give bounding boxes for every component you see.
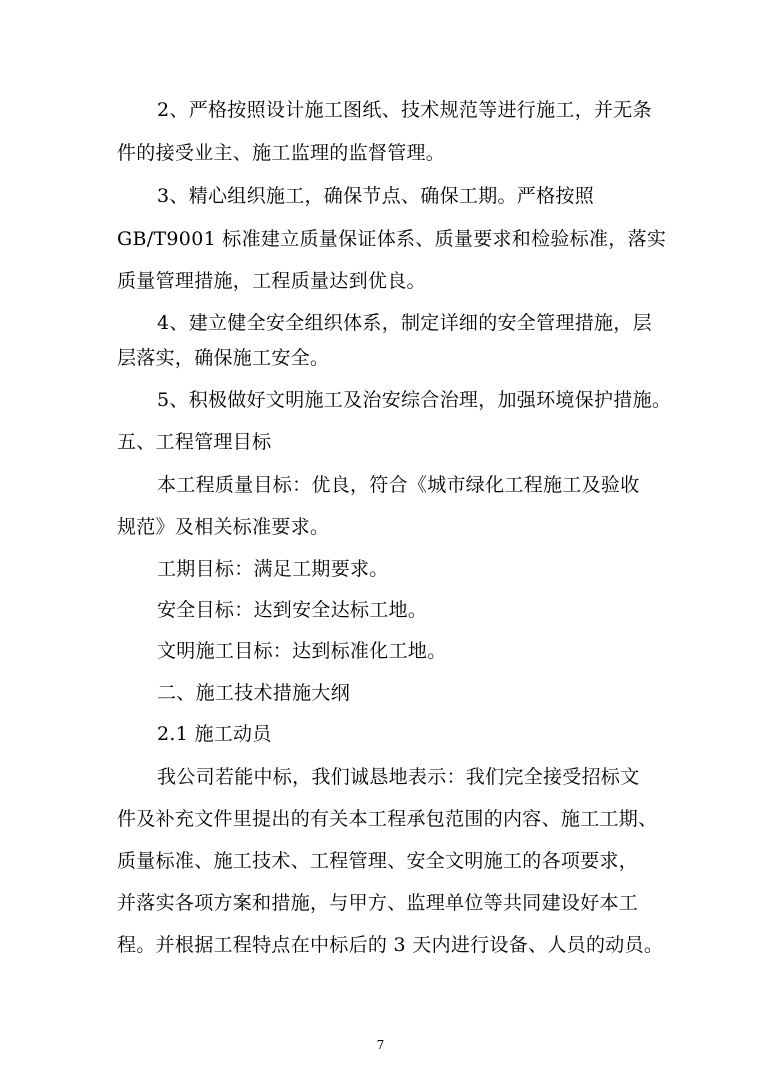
paragraph-line: 质量管理措施，工程质量达到优良。: [117, 270, 426, 292]
paragraph-line: 件及补充文件里提出的有关本工程承包范围的内容、施工工期、: [117, 808, 658, 830]
section-heading: 五、工程管理目标: [117, 431, 272, 453]
paragraph-line: 工期目标：满足工期要求。: [157, 558, 389, 580]
paragraph-line: 5、积极做好文明施工及治安综合治理，加强环境保护措施。: [157, 389, 672, 411]
paragraph-line: 程。并根据工程特点在中标后的 3 天内进行设备、人员的动员。: [117, 934, 664, 956]
paragraph-line: 本工程质量目标：优良，符合《城市绿化工程施工及验收: [157, 474, 640, 496]
paragraph-line: 4、建立健全安全组织体系，制定详细的安全管理措施，层: [157, 312, 652, 334]
paragraph-line: 层落实，确保施工安全。: [117, 347, 330, 369]
paragraph-line: 规范》及相关标准要求。: [117, 516, 330, 538]
paragraph-line: 3、精心组织施工，确保节点、确保工期。严格按照: [157, 185, 594, 207]
subsection-heading: 2.1 施工动员: [157, 723, 272, 745]
paragraph-line: 2、严格按照设计施工图纸、技术规范等进行施工，并无条: [157, 99, 652, 121]
paragraph-line: 质量标准、施工技术、工程管理、安全文明施工的各项要求，: [117, 850, 639, 872]
paragraph-line: GB/T9001 标准建立质量保证体系、质量要求和检验标准，落实: [117, 228, 667, 250]
paragraph-line: 安全目标：达到安全达标工地。: [157, 599, 428, 621]
paragraph-line: 我公司若能中标，我们诚恳地表示：我们完全接受招标文: [157, 766, 640, 788]
paragraph-line: 文明施工目标：达到标准化工地。: [157, 640, 447, 662]
paragraph-line: 件的接受业主、施工监理的监督管理。: [117, 142, 446, 164]
paragraph-line: 并落实各项方案和措施，与甲方、监理单位等共同建设好本工: [117, 892, 639, 914]
page-number: 7: [376, 1038, 385, 1052]
section-heading: 二、施工技术措施大纲: [157, 682, 351, 704]
